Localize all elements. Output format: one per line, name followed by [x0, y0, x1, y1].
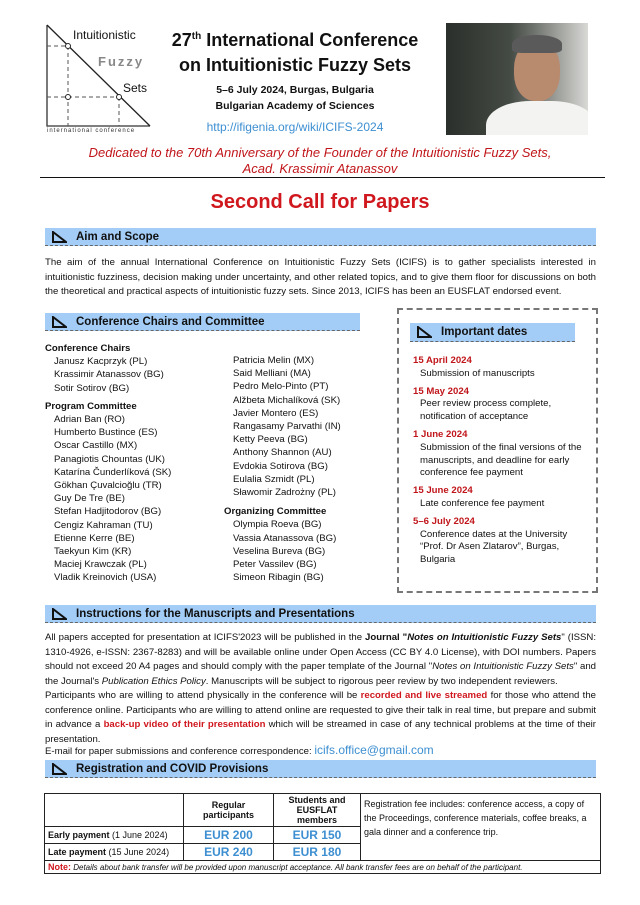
- committee-member: Oscar Castillo (MX): [54, 440, 138, 452]
- committee-member: Rangasamy Parvathi (IN): [233, 421, 341, 433]
- registration-heading: Registration and COVID Provisions: [76, 762, 269, 775]
- date-label: 1 June 2024: [413, 428, 468, 440]
- committee-member: Veselina Bureva (BG): [233, 545, 326, 557]
- divider: [40, 177, 605, 178]
- portrait-photo: [446, 23, 588, 135]
- committee-member: Humberto Bustince (ES): [54, 427, 158, 439]
- committee-member: Vassia Atanassova (BG): [233, 532, 337, 544]
- fee-early-students: EUR 150: [274, 827, 361, 844]
- committee-member: Eulalia Szmidt (PL): [233, 473, 315, 485]
- committee-section-header: [45, 313, 360, 331]
- email-link[interactable]: icifs.office@gmail.com: [314, 743, 434, 757]
- aim-section-header: [45, 228, 596, 246]
- table-row: Late payment (15 June 2024) EUR 240 EUR 180: [45, 844, 601, 861]
- logo-text-3: Sets: [123, 81, 148, 95]
- committee-member: Etienne Kerre (BE): [54, 532, 135, 544]
- fee-late-students: EUR 180: [274, 844, 361, 861]
- set-square-icon: [51, 763, 67, 775]
- dedication-line1: Dedicated to the 70th Anniversary of the Founder of the Intuitionistic Fuzzy Sets,: [88, 145, 552, 160]
- committee-left-column: [45, 338, 230, 585]
- committee-member: Guy De Tre (BE): [54, 493, 125, 505]
- set-square-icon: [51, 608, 67, 620]
- committee-member: Anthony Shannon (AU): [233, 447, 332, 459]
- ordinal-suffix: th: [191, 31, 202, 42]
- program-heading: Program Committee: [45, 400, 137, 412]
- logo-text-2: Fuzzy: [98, 54, 145, 69]
- organizer: Bulgarian Academy of Sciences: [215, 100, 375, 112]
- conference-url-link[interactable]: http://ifigenia.org/wiki/ICIFS-2024: [206, 120, 384, 134]
- email-line: [45, 743, 434, 757]
- call-title: Second Call for Papers: [210, 191, 430, 213]
- dedication-line2: Acad. Krassimir Atanassov: [242, 161, 398, 176]
- committee-member: Taekyun Kim (KR): [54, 546, 132, 558]
- committee-member: Maciej Krawczak (PL): [54, 559, 147, 571]
- committee-member: Sotir Sotirov (BG): [54, 382, 130, 394]
- committee-member: Panagiotis Chountas (UK): [54, 453, 165, 465]
- aim-text: The aim of the annual International Conference on Intuitionistic Fuzzy Sets (ICIFS) is to gather specialists interested in intuitionistic fuzziness, decision making under uncertainty, and other related topics, and to give them floor for discussions on both the theoretical and practical aspects of intuitionistic fuzzy sets. Since 2013, ICIFS has been an EUSFLAT endorsed event.: [45, 257, 596, 297]
- date-description: Peer review process complete, notification of acceptance: [420, 398, 552, 423]
- committee-member: Pedro Melo-Pinto (PT): [233, 381, 329, 393]
- committee-member: Gökhan Çuvalcioğlu (TR): [54, 480, 162, 492]
- registration-section-header: [45, 760, 596, 778]
- conference-title-line2: on Intuitionistic Fuzzy Sets: [178, 55, 411, 75]
- dates-section-header: [410, 323, 575, 342]
- committee-right-column: [224, 354, 394, 584]
- ordinal: 27: [171, 30, 192, 50]
- committee-member: Krassimir Atanassov (BG): [54, 369, 164, 381]
- committee-member: Sławomir Zadrożny (PL): [233, 487, 336, 499]
- table-row: Early payment (1 June 2024) EUR 200 EUR 150: [45, 827, 601, 844]
- fee-late-regular: EUR 240: [184, 844, 274, 861]
- instructions-paragraph-2: Participants who are willing to attend physically in the conference will be recorded and live streamed for those who attend the conference online. Participants who are willing to attend online are requested to give their talk in real time, but prepare and submit in advance a back-up video of their presentation which will be streamed in case of any technical problems at the time of their presentation.: [45, 690, 596, 745]
- date-label: 15 May 2024: [413, 385, 470, 397]
- fee-includes: Registration fee includes: conference access, a copy of the Proceedings, conference materials, coffee breaks, a gala dinner and a conference trip.: [361, 794, 601, 861]
- chairs-heading: Conference Chairs: [45, 343, 131, 354]
- registration-fee-table: [44, 793, 601, 874]
- dates-place: 5–6 July 2024, Burgas, Bulgaria: [216, 84, 374, 96]
- committee-heading: Conference Chairs and Committee: [76, 315, 265, 328]
- committee-member: Cengiz Kahraman (TU): [54, 519, 153, 531]
- committee-member: Alžbeta Michalíková (SK): [233, 394, 341, 406]
- logo-caption: international conference: [47, 128, 136, 134]
- committee-member: Javier Montero (ES): [233, 407, 319, 419]
- title-line1: International Conference: [201, 30, 419, 50]
- committee-member: Adrian Ban (RO): [54, 414, 125, 426]
- conference-logo: [44, 22, 159, 137]
- committee-member: Said Melliani (MA): [233, 368, 311, 380]
- email-label: E-mail for paper submissions and conference correspondence:: [45, 746, 312, 757]
- col-regular: Regular participants: [184, 794, 274, 827]
- committee-member: Peter Vassilev (BG): [233, 559, 317, 571]
- organizing-heading: Organizing Committee: [224, 506, 327, 518]
- committee-member: Vladik Kreinovich (USA): [54, 572, 157, 584]
- col-students: Students and EUSFLAT members: [274, 794, 361, 827]
- committee-member: Evdokia Sotirova (BG): [233, 460, 328, 472]
- set-square-icon: [51, 231, 67, 243]
- committee-member: Janusz Kacprzyk (PL): [54, 356, 148, 368]
- date-description: Submission of manuscripts: [420, 367, 535, 379]
- committee-member: Patricia Melin (MX): [233, 355, 315, 366]
- committee-member: Katarína Čunderlíková (SK): [54, 466, 172, 478]
- instructions-section-header: [45, 605, 596, 623]
- aim-heading: Aim and Scope: [76, 230, 160, 243]
- committee-member: Olympia Roeva (BG): [233, 519, 322, 531]
- date-label: 15 June 2024: [413, 485, 473, 497]
- date-label: 5–6 July 2024: [413, 515, 475, 527]
- committee-member: Stefan Hadjitodorov (BG): [54, 506, 162, 518]
- set-square-icon: [51, 316, 67, 328]
- dates-heading: Important dates: [441, 326, 528, 338]
- fee-early-regular: EUR 200: [184, 827, 274, 844]
- logo-text-1: Intuitionistic: [73, 28, 136, 42]
- note-row: Note: Details about bank transfer will be provided upon manuscript acceptance. All bank transfer fees are on behalf of the participant.: [45, 861, 601, 874]
- set-square-icon: [416, 326, 432, 338]
- date-description: Late conference fee payment: [420, 497, 545, 509]
- important-dates-list: [413, 350, 593, 567]
- date-description: Conference dates at the University “Prof. Dr Asen Zlatarov”, Burgas, Bulgaria: [420, 528, 568, 566]
- date-label: 15 April 2024: [413, 355, 472, 366]
- instructions-heading: Instructions for the Manuscripts and Presentations: [76, 607, 355, 620]
- instructions-paragraph-1: All papers accepted for presentation at ICIFS'2023 will be published in the Journal "Notes on Intuitionistic Fuzzy Sets" (ISSN: 1310-4926, e-ISSN: 2367-8283) and will be available online under Open Access (CC BY 4.0 License), with DOI numbers. Papers should not exceed 20 A4 pages and should comply with the paper template of the Journal "Notes on Intuitionistic Fuzzy Sets" and the Journal's Publication Ethics Policy. Manuscripts will be subject to rigorous peer review by two independent reviewers.: [45, 632, 597, 687]
- committee-member: Simeon Ribagin (BG): [233, 572, 324, 584]
- date-description: Submission of the final versions of the manuscripts, and deadline for early conference fee payment: [420, 441, 582, 479]
- conference-title: [160, 30, 430, 51]
- committee-member: Ketty Peeva (BG): [233, 434, 308, 446]
